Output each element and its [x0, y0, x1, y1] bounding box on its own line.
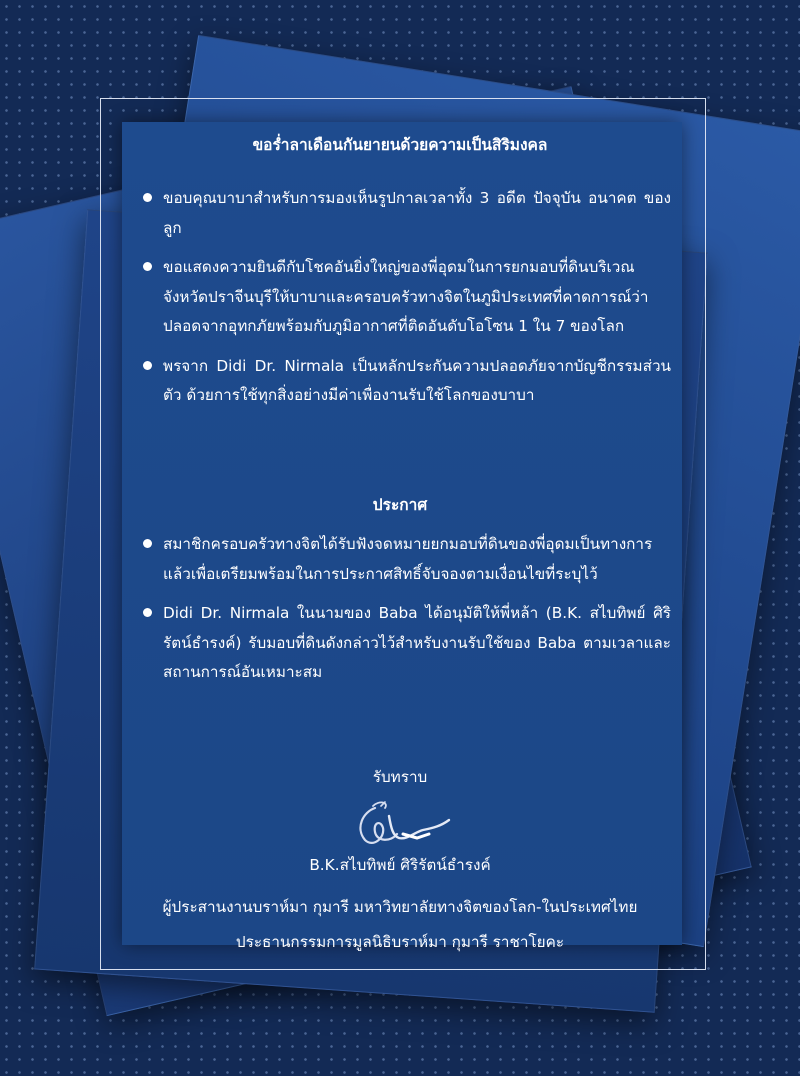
list-item [141, 253, 671, 342]
signature-image [345, 798, 455, 848]
announcement-heading: ประกาศ [372, 496, 428, 514]
announcement-list [141, 530, 671, 698]
bullet-icon [143, 608, 152, 617]
bullet-icon [143, 361, 152, 370]
signer-position-1: ผู้ประสานงานบราห์มา กุมารี มหาวิทยาลัยทางจิตของโลก-ในประเทศไทย [162, 898, 638, 916]
list-item [141, 352, 671, 411]
bullet-icon [143, 193, 152, 202]
list-item [141, 184, 671, 243]
list-item-text: พรจาก Didi Dr. Nirmala เป็นหลักประกันความปลอดภัยจากบัญชีกรรมส่วนตัว ด้วยการใช้ทุกสิ่งอย่างมีค่าเพื่องานรับใช้โลกของบาบา [163, 356, 671, 404]
list-item-text: Didi Dr. Nirmala ในนามของ Baba ได้อนุมัติให้พี่หล้า (B.K. สไบทิพย์ ศิริรัตน์ธำรงค์) รับมอบที่ดินดังกล่าวไว้สำหรับงานรับใช้ของ Baba ตามเวลาและสถานการณ์อันเหมาะสม [163, 604, 671, 681]
blessings-list [141, 184, 671, 421]
list-item-text: ขอบคุณบาบาสำหรับการมองเห็นรูปกาลเวลาทั้ง 3 อดีต ปัจจุบัน อนาคต ของลูก [163, 189, 671, 237]
signer-position-2: ประธานกรรมการมูลนิธิบราห์มา กุมารี ราชาโยคะ [235, 933, 565, 951]
bullet-icon [143, 539, 152, 548]
signer-name: B.K.สไบทิพย์ ศิริรัตน์ธำรงค์ [309, 856, 491, 874]
acknowledged-label: รับทราบ [372, 768, 428, 786]
page-title: ขอร่ำลาเดือนกันยายนด้วยความเป็นสิริมงคล [252, 136, 548, 154]
bullet-icon [143, 262, 152, 271]
list-item-text: ขอแสดงความยินดีกับโชคอันยิ่งใหญ่ของพี่อุดมในการยกมอบที่ดินบริเวณจังหวัดปราจีนบุรีให้บาบาและครอบครัวทางจิตในภูมิประเทศที่คาดการณ์ว่าปลอดจากอุทกภัยพร้อมกับภูมิอากาศที่ติดอันดับโอโซน 1 ใน 7 ของโลก [163, 258, 649, 335]
list-item-text: สมาชิกครอบครัวทางจิตได้รับฟังจดหมายยกมอบที่ดินของพี่อุดมเป็นทางการแล้วเพื่อเตรียมพร้อมในการประกาศสิทธิ์จับจองตามเงื่อนไขที่ระบุไว้ [163, 535, 653, 583]
list-item [141, 599, 671, 688]
list-item [141, 530, 671, 589]
